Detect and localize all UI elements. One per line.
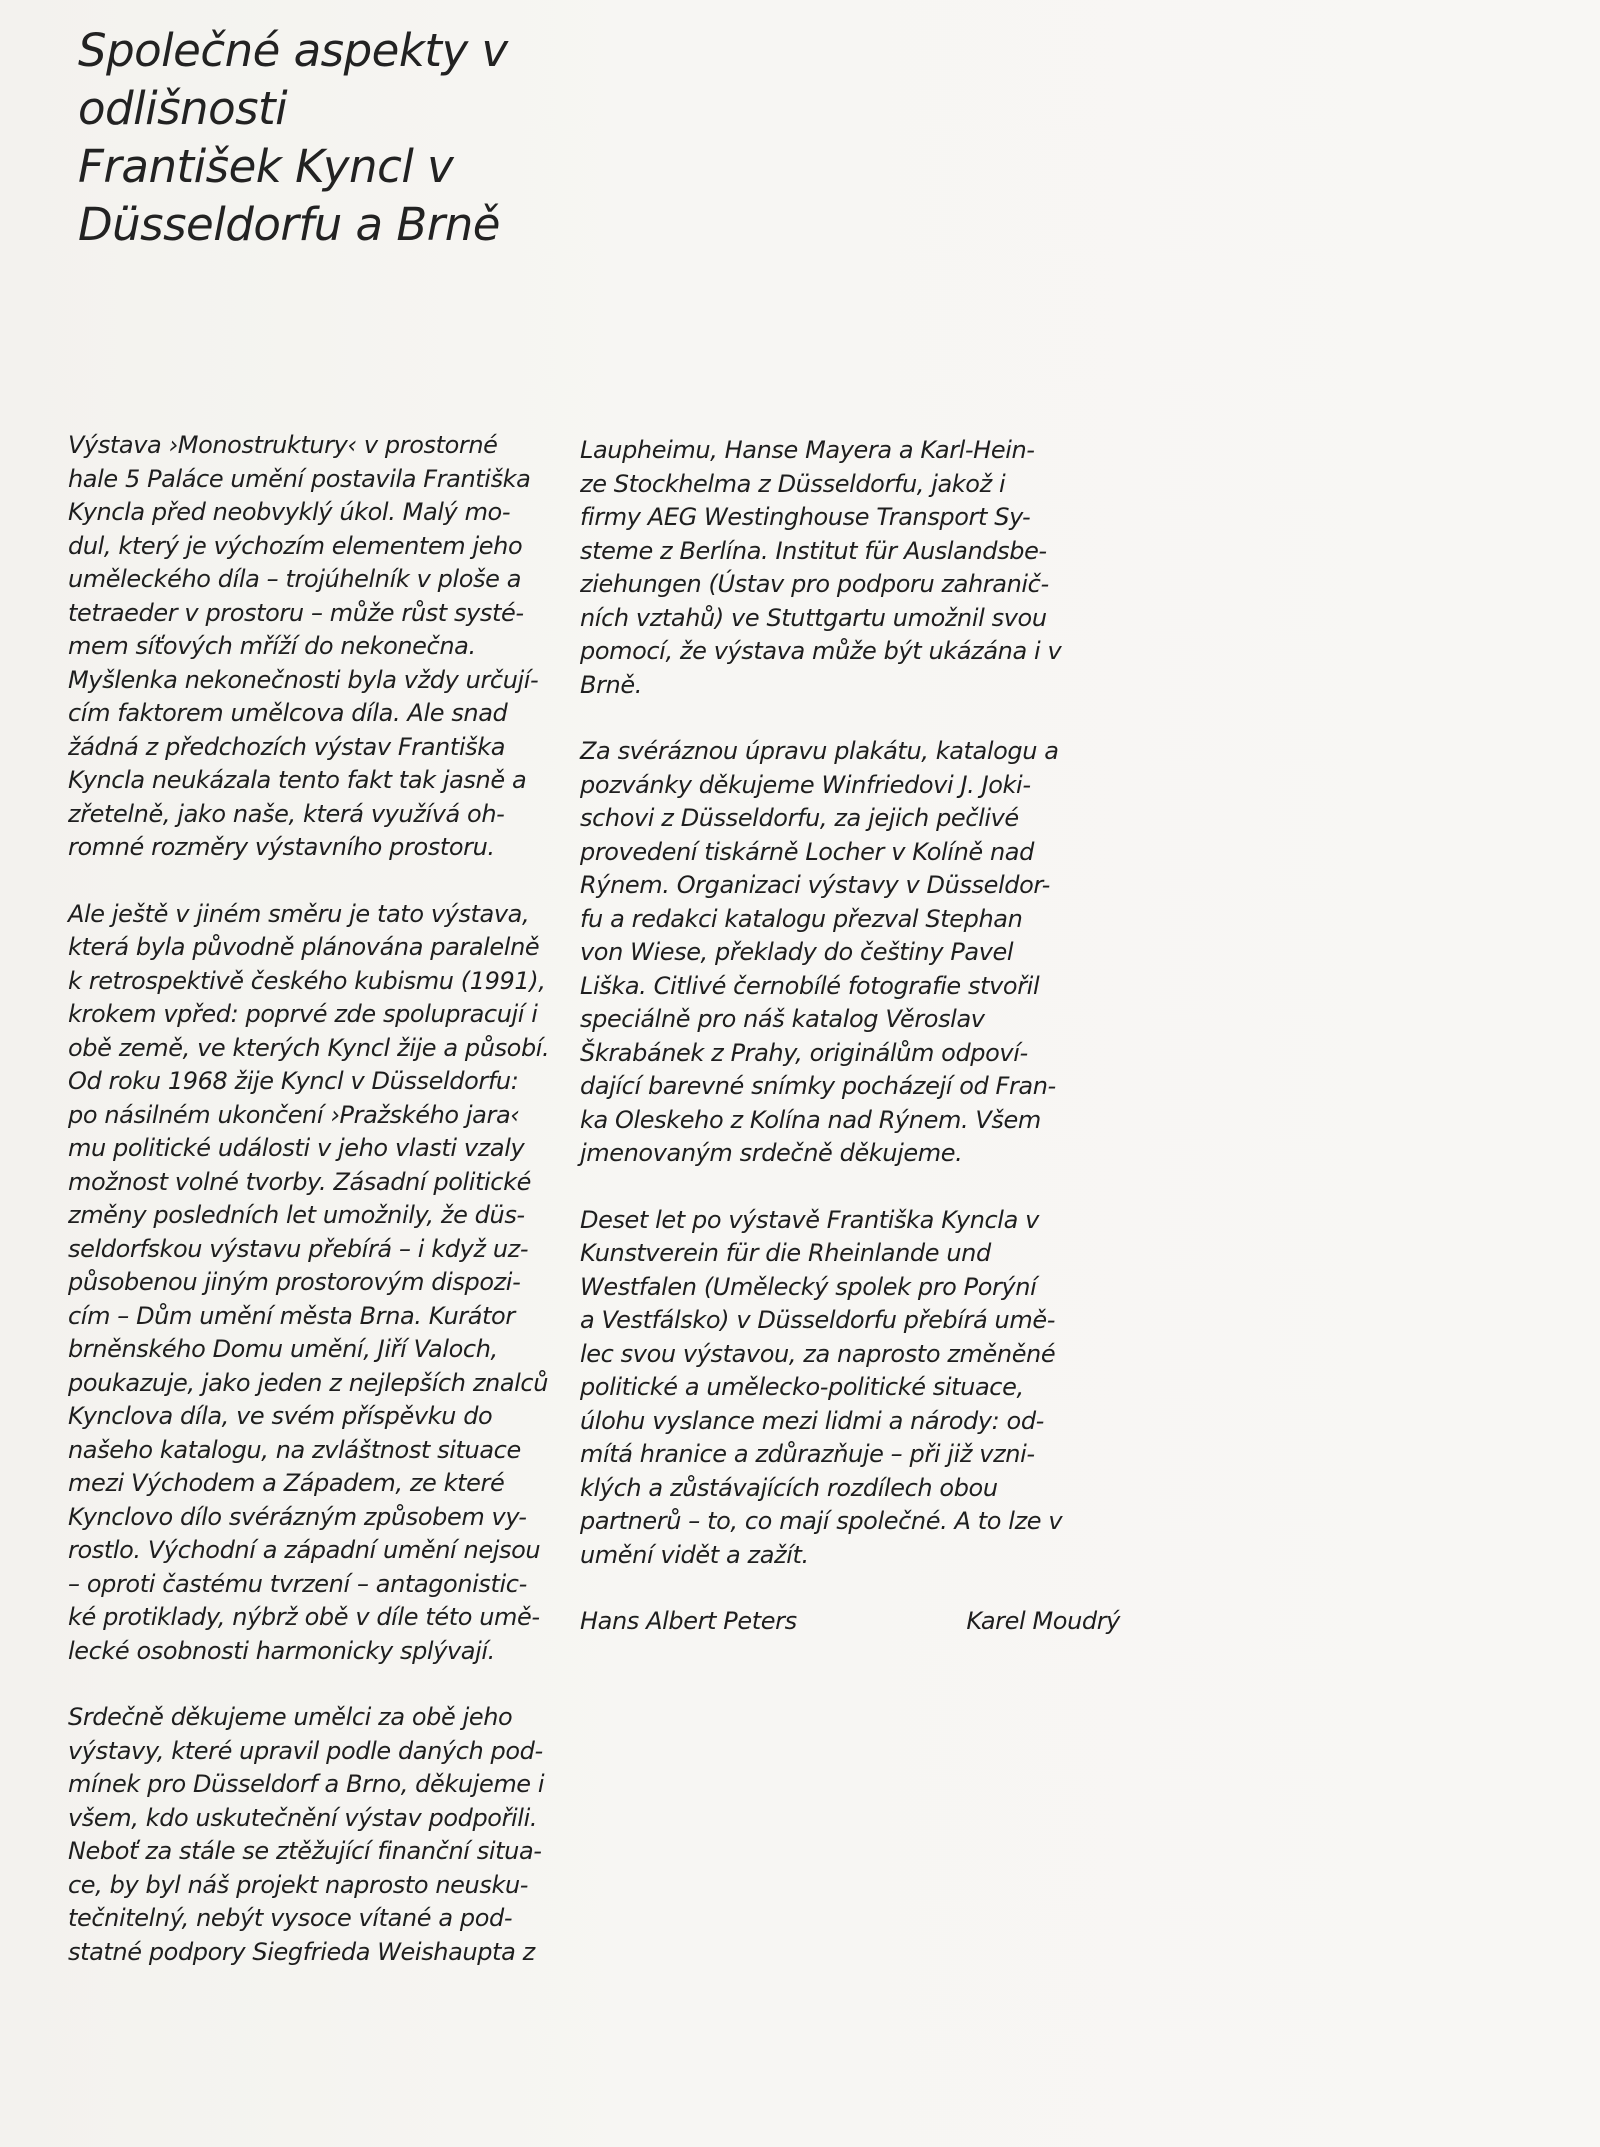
text-line: žádná z předchozích výstav Františka [68,732,506,761]
text-line: brněnského Domu umění, Jiří Valoch, [68,1335,498,1363]
text-line: Brně. [580,670,642,699]
text-line: Srdečně děkujeme umělci za obě jeho [68,1703,513,1731]
text-line: politické a umělecko-politické situace, [580,1373,1024,1401]
left-text-column [68,429,568,2002]
text-line: schovi z Düsseldorfu, za jejich pečlivé [580,804,1019,832]
text-line: – oproti častému tvrzení – antagonistic- [68,1569,527,1598]
text-line: zřetelně, jako naše, která využívá oh- [68,799,505,828]
title-line: odlišnosti [78,82,288,135]
text-line: Kunstverein für die Rheinlande und [580,1239,991,1267]
text-line: obě země, ve kterých Kyncl žije a působí. [68,1033,550,1062]
text-line: poukazuje, jako jeden z nejlepších znalců [68,1368,549,1397]
text-line: Ale ještě v jiném směru je tato výstava, [68,899,530,928]
signature-hans-albert-peters: Hans Albert Peters [580,1607,797,1635]
text-line: Kynclovo dílo svérázným způsobem vy- [68,1502,527,1531]
text-line: cím faktorem umělcova díla. Ale snad [68,699,508,727]
text-line: Deset let po výstavě Františka Kyncla v [580,1205,1039,1234]
text-line: tetraeder v prostoru – může růst systé- [68,598,524,627]
text-line: mezi Východem a Západem, ze které [68,1469,505,1497]
text-line: ziehungen (Ústav pro podporu zahranič- [580,570,1049,598]
text-line: uměleckého díla – trojúhelník v ploše a [68,565,522,593]
text-line: našeho katalogu, na zvláštnost situace [68,1435,521,1464]
text-line: speciálně pro náš katalog Věroslav [580,1005,985,1033]
text-line: Laupheimu, Hanse Mayera a Karl-Hein- [580,436,1035,464]
text-line: možnost volné tvorby. Zásadní politické [68,1167,531,1196]
text-line: mem síťových mříží do nekonečna. [68,632,476,660]
text-line: dající barevné snímky pocházejí od Fran- [580,1072,1056,1100]
text-line: Neboť za stále se ztěžující finanční situa- [68,1837,542,1865]
text-line: výstavy, které upravil podle daných pod- [68,1736,543,1765]
paragraph [68,429,568,865]
article-title [78,22,598,254]
text-line: změny posledních let umožnily, že düs- [68,1201,525,1229]
text-line: která byla původně plánována paralelně [68,933,540,961]
text-line: Škrabánek z Prahy, originálům odpoví- [580,1038,1028,1067]
right-column-paragraphs [580,434,1080,1572]
text-line: steme z Berlína. Institut für Auslandsbe- [580,536,1047,565]
text-line: ce, by byl náš projekt naprosto neusku- [68,1870,529,1899]
text-line: Kyncla neukázala tento fakt tak jasně a [68,766,527,794]
title-line: František Kyncl v [78,140,454,193]
text-line: Myšlenka nekonečnosti byla vždy určují- [68,665,539,694]
text-line: seldorfskou výstavu přebírá – i když uz- [68,1234,529,1263]
text-line: firmy AEG Westinghouse Transport Sy- [580,503,1031,531]
text-line: statné podpory Siegfrieda Weishaupta z [68,1937,535,1966]
text-line: úlohu vyslance mezi lidmi a národy: od- [580,1406,1044,1435]
text-line: jmenovaným srdečně děkujeme. [580,1139,963,1167]
text-line: Kynclova díla, ve svém příspěvku do [68,1402,493,1430]
text-line: Od roku 1968 žije Kyncl v Düsseldorfu: [68,1067,519,1095]
text-line: lec svou výstavou, za naprosto změněné [580,1339,1056,1368]
text-line: mu politické události v jeho vlasti vzaly [68,1134,525,1162]
text-line: ze Stockhelma z Düsseldorfu, jakož i [580,469,1006,498]
text-line: mínek pro Düsseldorf a Brno, děkujeme i [68,1770,545,1798]
text-line: krokem vpřed: poprvé zde spolupracují i [68,1000,538,1028]
paragraph [68,898,568,1669]
text-line: rostlo. Východní a západní umění nejsou [68,1536,541,1564]
text-line: Rýnem. Organizaci výstavy v Düsseldor- [580,871,1050,899]
text-line: provedení tiskárně Locher v Kolíně nad [580,837,1034,866]
text-line: mítá hranice a zdůrazňuje – při již vzni- [580,1440,1035,1468]
text-line: fu a redakci katalogu přezval Stephan [580,904,1023,933]
text-line: k retrospektivě českého kubismu (1991), [68,966,546,995]
paragraph [580,735,1080,1171]
text-line: partnerů – to, co mají společné. A to lze v [580,1507,1063,1535]
title-line: Společné aspekty v [78,24,508,77]
paragraph [580,434,1080,702]
text-line: Výstava ›Monostruktury‹ v prostorné [68,431,498,459]
text-line: Liška. Citlivé černobílé fotografie stvořil [580,971,1040,1000]
text-line: ké protiklady, nýbrž obě v díle této umě- [68,1603,540,1631]
text-line: a Vestfálsko) v Düsseldorfu přebírá umě- [580,1306,1055,1334]
paragraph [580,1204,1080,1573]
text-line: cím – Dům umění města Brna. Kurátor [68,1301,515,1330]
right-text-column [580,434,1120,1639]
text-line: pomocí, že výstava může být ukázána i v [580,637,1062,665]
text-line: romné rozměry výstavního prostoru. [68,833,495,861]
text-line: Kyncla před neobvyklý úkol. Malý mo- [68,498,511,526]
text-line: všem, kdo uskutečnění výstav podpořili. [68,1803,538,1832]
paragraph [68,1701,568,1969]
text-line: hale 5 Paláce umění postavila Františka [68,464,531,493]
text-line: von Wiese, překlady do češtiny Pavel [580,938,1014,966]
text-line: klých a zůstávajících rozdílech obou [580,1473,998,1502]
signatures [580,1605,1120,1639]
text-line: po násilném ukončení ›Pražského jara‹ [68,1100,520,1129]
text-line: umění vidět a zažít. [580,1540,809,1569]
text-line: Westfalen (Umělecký spolek pro Porýní [580,1272,1037,1301]
title-line: Düsseldorfu a Brně [78,198,500,251]
text-line: Za svéráznou úpravu plakátu, katalogu a [580,737,1059,765]
text-line: lecké osobnosti harmonicky splývají. [68,1636,495,1665]
signature-karel-moudry: Karel Moudrý [966,1607,1120,1635]
text-line: ka Oleskeho z Kolína nad Rýnem. Všem [580,1105,1041,1134]
text-line: působenou jiným prostorovým dispozi- [68,1268,521,1296]
text-line: tečnitelný, nebýt vysoce vítané a pod- [68,1904,513,1932]
text-line: dul, který je výchozím elementem jeho [68,531,523,560]
text-line: pozvánky děkujeme Winfriedovi J. Joki- [580,770,1031,799]
text-line: ních vztahů) ve Stuttgartu umožnil svou [580,603,1047,632]
